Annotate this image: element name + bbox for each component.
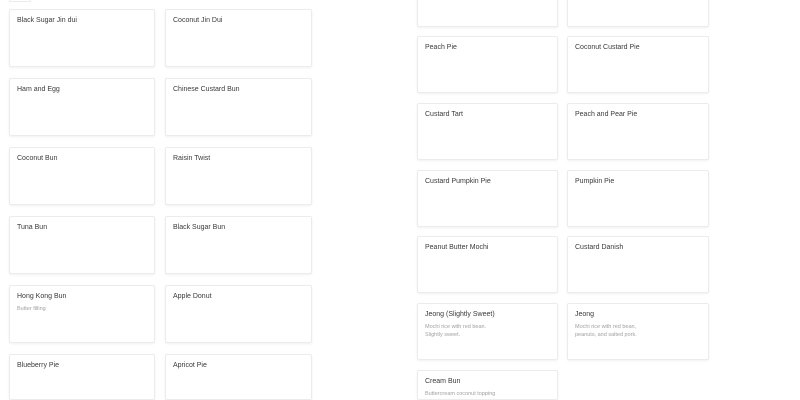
menu-item-card[interactable] — [567, 236, 709, 293]
menu-item-name: Ham and Egg — [17, 86, 60, 93]
menu-item-description: Mochi rice with red bean. Slightly sweet. — [425, 324, 487, 338]
menu-item-name: Coconut Jin Dui — [173, 17, 223, 24]
menu-item-description: Mochi rice with red bean, peanuts, and salted pork. — [575, 324, 637, 338]
menu-item-name: Jeong (Slightly Sweet) — [425, 311, 495, 318]
menu-item-name: Jeong — [575, 311, 595, 318]
menu-item-description: Butter filling — [17, 306, 46, 312]
menu-item-name: Black Sugar Bun — [173, 224, 226, 231]
menu-item-card[interactable] — [165, 354, 312, 400]
menu-item-card[interactable] — [9, 147, 155, 205]
menu-item-card[interactable] — [417, 303, 558, 360]
menu-item-card[interactable] — [567, 36, 709, 93]
menu-item-card[interactable] — [567, 103, 709, 160]
menu-item-card[interactable] — [165, 78, 312, 136]
menu-item-card-partial[interactable] — [9, 0, 31, 2]
menu-item-name: Apricot Pie — [173, 362, 207, 369]
menu-item-card[interactable] — [9, 78, 155, 136]
menu-item-name: Apple Donut — [173, 293, 212, 300]
menu-item-name: Custard Tart — [425, 111, 463, 118]
menu-item-description: Buttercream coconut topping — [425, 391, 496, 397]
menu-item-card[interactable] — [567, 170, 709, 227]
menu-item-name: Coconut Bun — [17, 155, 58, 162]
menu-item-name: Black Sugar Jin dui — [17, 17, 77, 24]
menu-item-card[interactable] — [165, 216, 312, 274]
menu-item-card[interactable] — [9, 285, 155, 343]
menu-item-card[interactable] — [417, 370, 558, 400]
menu-item-name: Tuna Bun — [17, 224, 48, 231]
menu-item-card[interactable] — [417, 236, 558, 293]
menu-item-card-partial[interactable] — [417, 0, 558, 27]
menu-item-card[interactable] — [9, 216, 155, 274]
menu-item-name: Peach and Pear Pie — [575, 111, 638, 118]
menu-item-name: Coconut Custard Pie — [575, 44, 640, 51]
menu-item-name: Peach Pie — [425, 44, 457, 51]
menu-item-card[interactable] — [165, 9, 312, 67]
menu-item-card[interactable] — [417, 170, 558, 227]
menu-item-card[interactable] — [567, 303, 709, 360]
menu-item-name: Custard Pumpkin Pie — [425, 178, 491, 185]
menu-item-name: Peanut Butter Mochi — [425, 244, 489, 251]
menu-item-name: Cream Bun — [425, 378, 461, 385]
menu-item-card[interactable] — [9, 354, 155, 400]
menu-item-card-partial[interactable] — [567, 0, 709, 27]
menu-item-card[interactable] — [417, 36, 558, 93]
menu-item-name: Hong Kong Bun — [17, 293, 67, 300]
menu-item-card[interactable] — [417, 103, 558, 160]
menu-item-name: Pumpkin Pie — [575, 178, 615, 185]
menu-item-name: Raisin Twist — [173, 155, 211, 162]
menu-item-name: Custard Danish — [575, 244, 624, 251]
menu-item-card[interactable] — [165, 147, 312, 205]
menu-item-name: Blueberry Pie — [17, 362, 60, 369]
menu-item-card[interactable] — [165, 285, 312, 343]
menu-item-name: Chinese Custard Bun — [173, 86, 240, 93]
menu-item-card[interactable] — [9, 9, 155, 67]
